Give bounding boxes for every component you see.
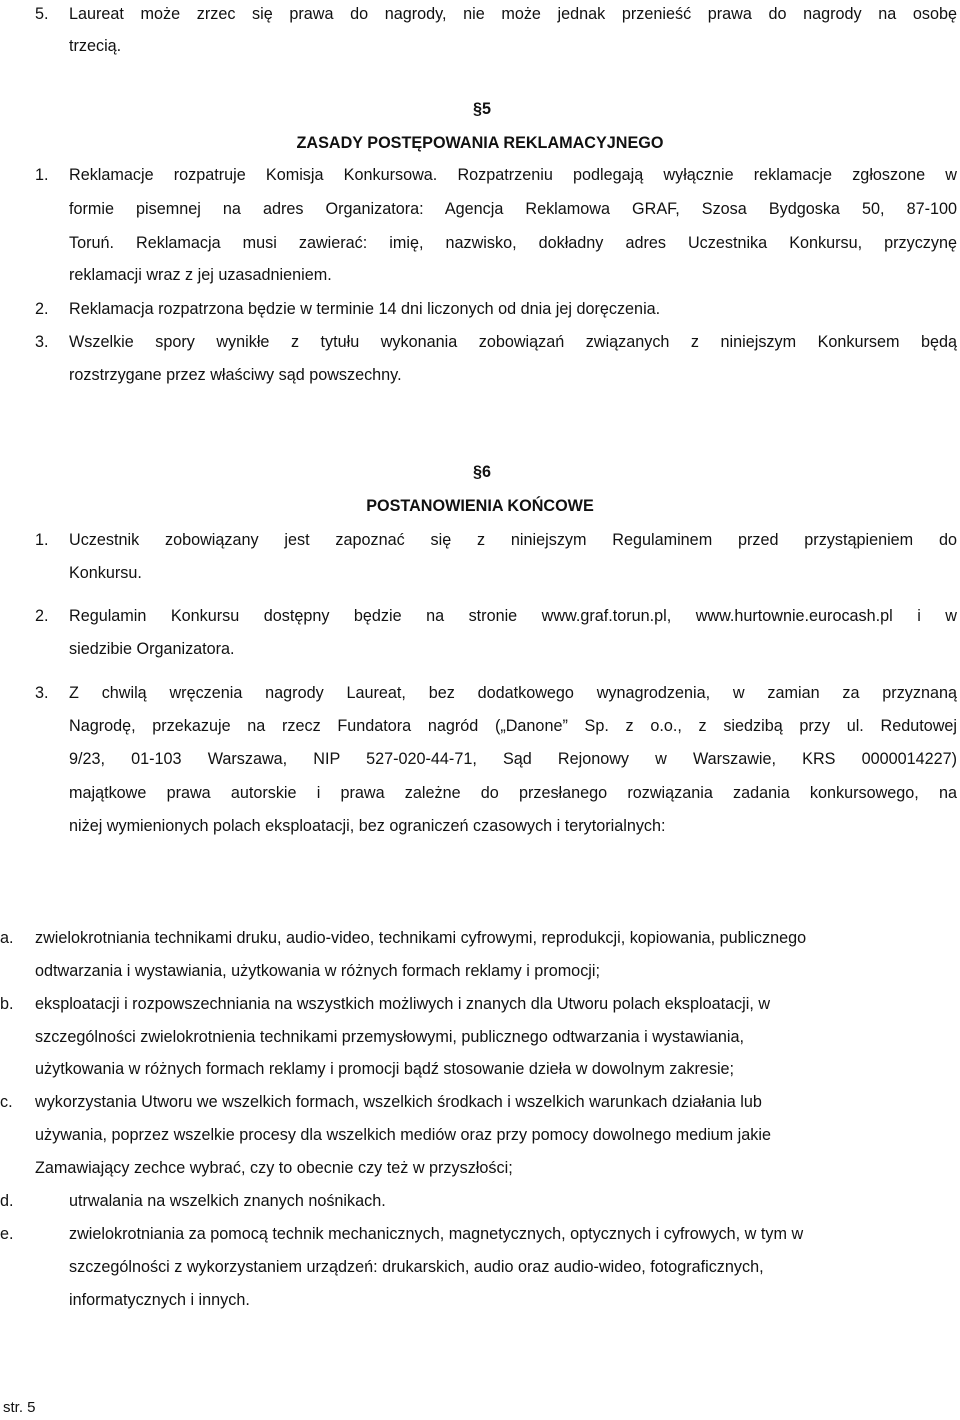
list-item-line: użytkowania w różnych formach reklamy i promocji bądź stosowanie dzieła w dowolnym zakresie; [35,1060,735,1078]
list-item-line: szczególności z wykorzystaniem urządzeń: drukarskich, audio oraz audio-wideo, fotograficznych, [69,1258,764,1276]
item-number: 3. [35,333,49,351]
list-item-line: Zamawiający zechce wybrać, czy to obecnie czy też w przyszłości; [35,1159,513,1177]
section-number [0,463,960,482]
section-title: ZASADY POSTĘPOWANIA REKLAMACYJNEGO [296,134,664,152]
item-text-line: 9/23, 01-103 Warszawa, NIP 527-020-44-71, Sąd Rejonowy w Warszawie, KRS 0000014227) [69,750,957,768]
item-text-line: Laureat może zrzec się prawa do nagrody, nie może jednak przenieść prawa do nagrody na osobę [69,5,957,23]
item-number: 2. [35,300,49,318]
item-text-line: Reklamacje rozpatruje Komisja Konkursowa. Rozpatrzeniu podlegają wyłącznie reklamacje zgłoszone w [69,166,957,184]
item-text-line: trzecią. [69,37,122,55]
item-number: 3. [35,684,49,702]
list-item-line: informatycznych i innych. [69,1291,250,1309]
item-text-line: Konkursu. [69,564,142,582]
section-number-value: 5 [482,100,492,118]
item-text-line: Wszelkie spory wynikłe z tytułu wykonania zobowiązań związanych z niniejszym Konkursem będą [69,333,957,351]
item-text-line: Nagrodę, przekazuje na rzecz Fundatora nagród („Danone” Sp. z o.o., z siedzibą przy ul. Redutowej [69,717,957,735]
item-text-line: niżej wymienionych polach eksploatacji, bez ograniczeń czasowych i terytorialnych: [69,817,666,835]
list-letter: e. [0,1225,14,1243]
list-item-line: wykorzystania Utworu we wszelkich formach, wszelkich środkach i wszelkich warunkach działania lub [35,1093,762,1111]
paragraph-mark: § [472,463,482,481]
item-number: 2. [35,607,49,625]
section-title: POSTANOWIENIA KOŃCOWE [366,497,594,515]
list-item-line: szczególności zwielokrotnienia technikami przemysłowymi, publicznego odtwarzania i wystawiania, [35,1028,744,1046]
section-number-value: 6 [482,463,492,481]
list-item-line: odtwarzania i wystawiania, użytkowania w różnych formach reklamy i promocji; [35,962,600,980]
item-number: 5. [35,5,49,23]
item-number: 1. [35,166,49,184]
section-number [0,100,960,119]
item-text-line: reklamacji wraz z jej uzasadnieniem. [69,266,332,284]
item-text-line: rozstrzygane przez właściwy sąd powszechny. [69,366,402,384]
item-text-line: siedzibie Organizatora. [69,640,235,658]
item-text-line: Toruń. Reklamacja musi zawierać: imię, nazwisko, dokładny adres Uczestnika Konkursu, przyczynę [69,234,957,252]
item-text-line: Z chwilą wręczenia nagrody Laureat, bez dodatkowego wynagrodzenia, w zamian za przyznaną [69,684,957,702]
list-letter: c. [0,1093,13,1111]
list-item-line: utrwalania na wszelkich znanych nośnikach. [69,1192,386,1210]
page-number: str. 5 [3,1399,36,1416]
list-letter: b. [0,995,14,1013]
item-text-line: Regulamin Konkursu dostępny będzie na stronie www.graf.torun.pl, www.hurtownie.eurocash.pl i w [69,607,957,625]
list-item-line: zwielokrotniania technikami druku, audio-video, technikami cyfrowymi, reprodukcji, kopiowania, publicznego [35,929,807,947]
list-letter: d. [0,1192,14,1210]
item-text-line: Reklamacja rozpatrzona będzie w terminie 14 dni liczonych od dnia jej doręczenia. [69,300,661,318]
list-letter: a. [0,929,14,947]
list-item-line: eksploatacji i rozpowszechniania na wszystkich możliwych i znanych dla Utworu polach eksploatacji, w [35,995,771,1013]
item-text-line: Uczestnik zobowiązany jest zapoznać się z niniejszym Regulaminem przed przystąpieniem do [69,531,957,549]
item-number: 1. [35,531,49,549]
list-item-line: zwielokrotniania za pomocą technik mechanicznych, magnetycznych, optycznych i cyfrowych, w tym w [69,1225,804,1243]
item-text-line: majątkowe prawa autorskie i prawa zależne do przesłanego rozwiązania zadania konkursowego, na [69,784,957,802]
paragraph-mark: § [472,100,482,118]
item-text-line: formie pisemnej na adres Organizatora: Agencja Reklamowa GRAF, Szosa Bydgoska 50, 87-100 [69,200,957,218]
list-item-line: używania, poprzez wszelkie procesy dla wszelkich mediów oraz przy pomocy dowolnego medium jakie [35,1126,771,1144]
